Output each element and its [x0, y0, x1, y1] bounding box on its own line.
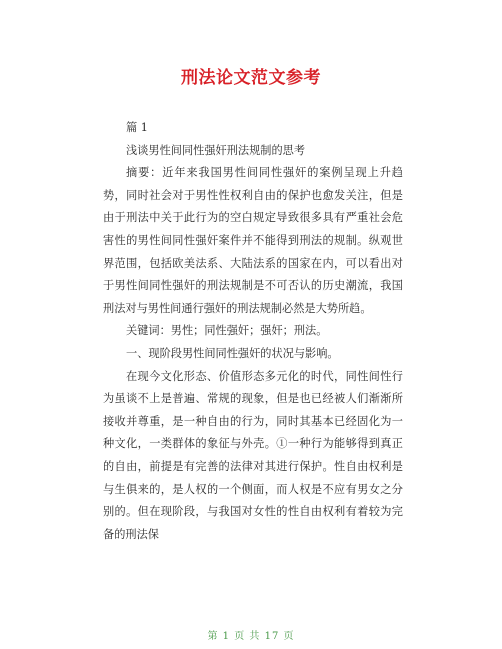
- page-footer: 第 1 页 共 17 页: [207, 631, 295, 642]
- document-title: 刑法论文范文参考: [181, 68, 321, 88]
- document-body: [103, 117, 403, 546]
- body-paragraph: 在现今文化形态、价值形态多元化的时代，同性间性行为虽谈不上是普遍、常规的现象，但是也已经被人们渐渐所接收并尊重，是一种自由的行为，同时其基本已经固化为一种文化，一类群体的象征与外壳。①一种行为能够得到真正的自由，前提是有完善的法律对其进行保护。性自由权利是与生俱来的，是人权的一个侧面，而人权是不应有男女之分别的。但在现阶段，与我国对女性的性自由权利有着较为完备的刑法保: [103, 369, 403, 541]
- abstract-paragraph: 摘要：近年来我国男性间同性强奸的案例呈现上升趋势，同时社会对于男性性权利自由的保护也愈发关注，但是由于刑法中关于此行为的空白规定导致很多具有严重社会危害性的男性间同性强奸案件并不能得到刑法的规制。纵观世界范围，包括欧美法系、大陆法系的国家在内，可以看出对于男性间同性强奸的刑法规制是不可否认的历史潮流，我国刑法对与男性间通行强奸的刑法规制必然是大势所趋。: [103, 166, 403, 315]
- keywords-paragraph: 关键词：男性；同性强奸；强奸；刑法。: [126, 324, 328, 338]
- article-heading: 浅谈男性间同性强奸刑法规制的思考: [126, 143, 306, 157]
- section-heading: 一、现阶段男性间同性强奸的状况与影响。: [126, 346, 339, 360]
- section-label: 篇 1: [126, 121, 148, 134]
